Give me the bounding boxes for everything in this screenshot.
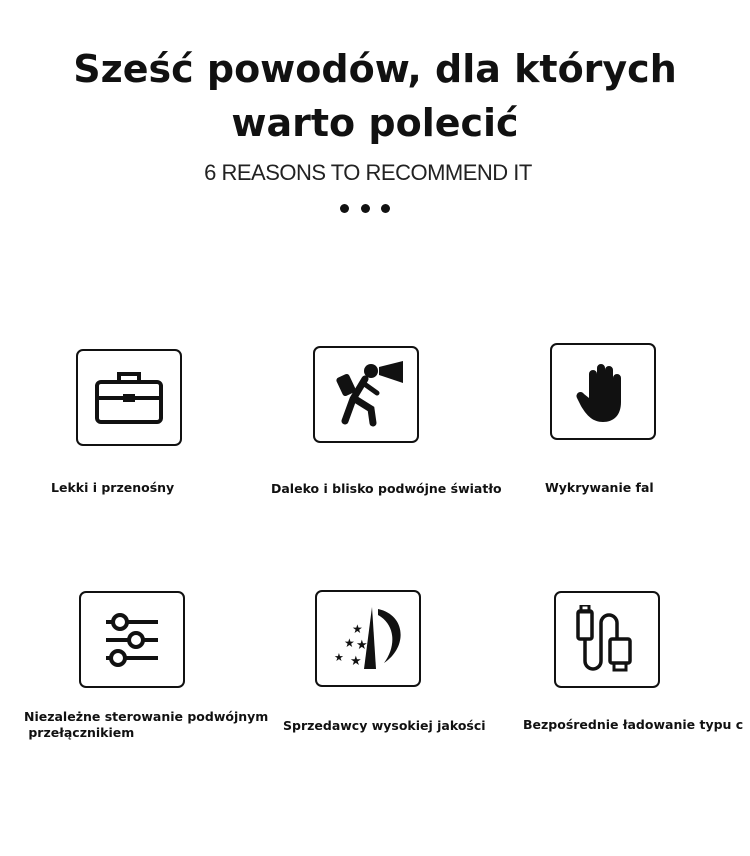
feature-label-dual-switch-line2: przełącznikiem — [24, 725, 135, 740]
page-title — [0, 42, 750, 150]
sliders-icon — [102, 610, 162, 670]
hiker-headlamp-icon — [323, 359, 409, 431]
svg-text:★: ★ — [356, 637, 368, 653]
feature-label-dual-switch-line1: Niezależne sterowanie podwójnym — [24, 709, 269, 724]
feature-label-wave-sensing: Wykrywanie fal — [545, 480, 654, 495]
title-line-2: warto polecić — [231, 101, 519, 145]
feature-label-dual-switch — [24, 709, 268, 741]
feature-label-dual-light: Daleko i blisko podwójne światło — [271, 481, 502, 496]
feature-box-usb-c — [554, 591, 660, 688]
ellipsis-dots — [340, 204, 390, 214]
svg-text:★: ★ — [344, 635, 355, 650]
svg-text:★: ★ — [350, 653, 362, 669]
feature-box-dual-light — [313, 346, 419, 443]
title-line-1: Sześć powodów, dla których — [73, 47, 677, 91]
feature-box-portable — [76, 349, 182, 446]
svg-text:★: ★ — [352, 621, 363, 636]
feature-box-quality — [315, 590, 421, 687]
usb-c-cable-icon — [572, 605, 642, 675]
feature-label-portable: Lekki i przenośny — [51, 480, 175, 495]
svg-text:★: ★ — [334, 650, 344, 664]
quality-stars-icon — [326, 603, 410, 675]
briefcase-icon — [93, 366, 165, 430]
feature-box-wave-sensing — [550, 343, 656, 440]
hand-wave-icon — [573, 360, 633, 424]
page-subtitle: 6 REASONS TO RECOMMEND IT — [204, 160, 532, 185]
feature-label-quality: Sprzedawcy wysokiej jakości — [283, 718, 486, 733]
feature-label-usb-c: Bezpośrednie ładowanie typu c — [523, 717, 744, 732]
feature-box-dual-switch — [79, 591, 185, 688]
